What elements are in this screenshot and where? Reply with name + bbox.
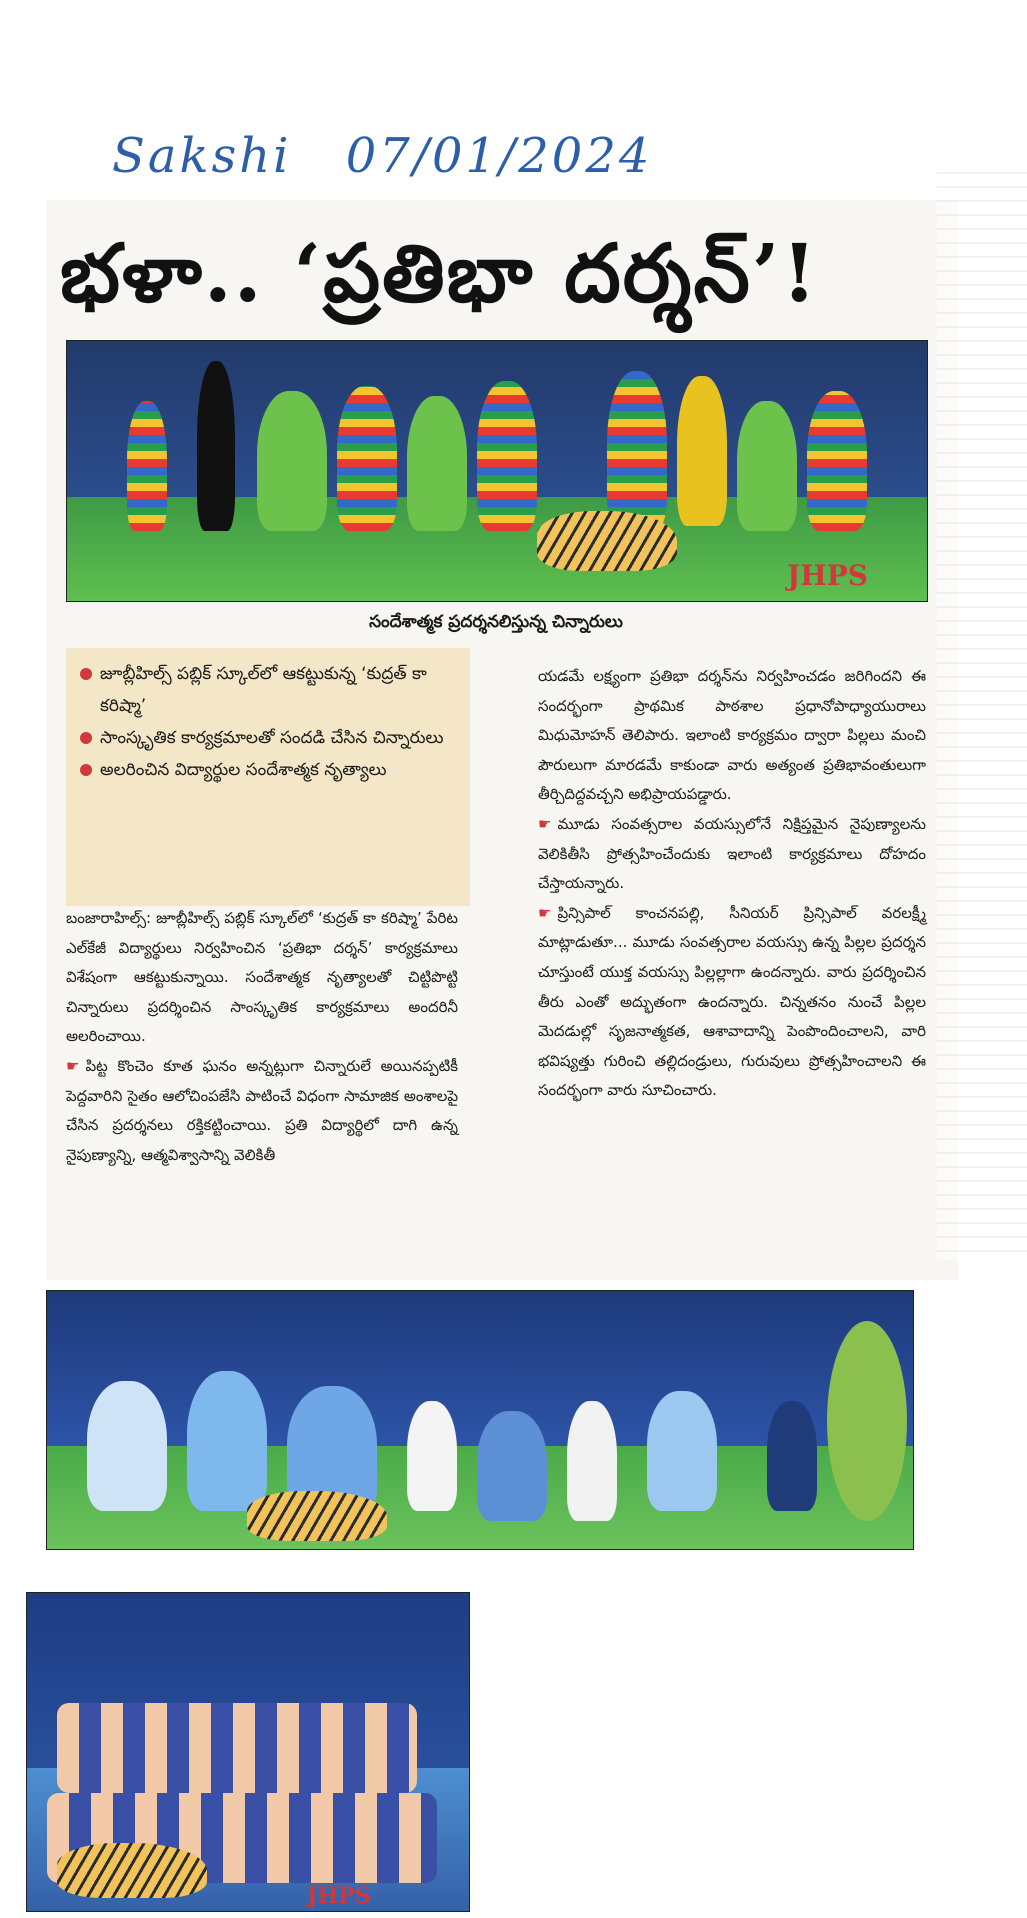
body-paragraph-pointed: ☛ ప్రిన్సిపాల్ కాంచనపల్లి, సీనియర్ ప్రిన్సిపాల్ వరలక్ష్మీ మాట్లాడుతూ... మూడు సంవత్సరాల వయస్సు ఉన్న పిల్లల ప్రదర్శన చూస్తుంటే యుక్త వయస్సు పిల్లల్లాగా ఉందన్నారు. వారు ప్రదర్శించిన తీరు ఎంతో అద్భుతంగా ఉందన్నారు. చిన్నతనం నుంచే పిల్లల మెదడుల్లో సృజనాత్మకత, ఆశావాదాన్ని పెంపొందించాలని, వారి భవిష్యత్తు గురించి తల్లిదండ్రులు, గురువులు ప్రోత్సహించాలని ఈ సందర్భంగా వారు సూచించారు.	[538, 903, 926, 1100]
performance-photo-main	[66, 340, 928, 602]
publication-date: 07/01/2024	[345, 128, 653, 184]
highlights-box	[66, 648, 470, 906]
performance-photo-second	[46, 1290, 914, 1550]
article-body-right	[538, 662, 926, 1106]
body-paragraph-pointed: ☛ పిట్ట కొంచెం కూత ఘనం అన్నట్లుగా చిన్నారులే అయినప్పటికీ పెద్దవారిని సైతం ఆలోచింపజేసి పాటించే విధంగా సామాజిక అంశాలపై చేసిన ప్రదర్శనలు రక్తికట్టించాయి. ప్రతి విద్యార్థిలో దాగి ఉన్న నైపుణ్యాన్ని, ఆత్మవిశ్వాసాన్ని వెలికితీ	[66, 1056, 458, 1164]
adjacent-column-bleed	[937, 160, 1027, 1260]
body-paragraph: యడమే లక్ష్యంగా ప్రతిభా దర్శన్‌ను నిర్వహించడం జరిగిందని ఈ సందర్భంగా ప్రాథమిక పాఠశాల ప్రధానోపాధ్యాయురాలు మిధుమోహన్ తెలిపారు. ఇలాంటి కార్యక్రమం ద్వారా పిల్లలు మంచి పౌరులుగా మారడమే కాకుండా వారు అత్యంత ప్రతిభావంతులుగా తీర్చిదిద్దవచ్చని అభిప్రాయపడ్డారు.	[538, 667, 926, 804]
pointing-hand-icon: ☛	[66, 1056, 80, 1075]
handwritten-source-note	[112, 128, 688, 184]
publication-name: Sakshi	[112, 128, 292, 184]
bullet-icon	[80, 764, 92, 776]
highlight-item: జూబ్లీహిల్స్ పబ్లిక్ స్కూల్‌లో ఆకట్టుకున్న ‘కుద్రత్ కా కరిష్మా’	[80, 658, 456, 722]
photo-caption: సందేశాత్మక ప్రదర్శనలిస్తున్న చిన్నారులు	[369, 612, 623, 632]
body-paragraph-pointed: ☛ మూడు సంవత్సరాల వయస్సులోనే నిక్షిప్తమైన నైపుణ్యాలను వెలికితీసి ప్రోత్సహించేందుకు ఇలాంటి కార్యక్రమాలు దోహదం చేస్తాయన్నారు.	[538, 814, 926, 893]
body-paragraph: బంజారాహిల్స్: జూబ్లీహిల్స్ పబ్లిక్ స్కూల్‌లో ‘కుద్రత్ కా కరిష్మా’ పేరిట ఎల్‌కేజీ విద్యార్థులు నిర్వహించిన ‘ప్రతిభా దర్శన్’ కార్యక్రమాలు విశేషంగా ఆకట్టుకున్నాయి. సందేశాత్మక నృత్యాలతో చిట్టిపొట్టి చిన్నారులు ప్రదర్శించిన సాంస్కృతిక కార్యక్రమాలు అందరినీ అలరించాయి.	[66, 909, 458, 1046]
performance-photo-third	[26, 1592, 470, 1912]
highlight-item: అలరించిన విద్యార్థుల సందేశాత్మక నృత్యాలు	[80, 754, 456, 786]
pointing-hand-icon: ☛	[538, 903, 552, 922]
pointing-hand-icon: ☛	[538, 814, 552, 833]
highlight-item: సాంస్కృతిక కార్యక్రమాలతో సందడి చేసిన చిన్నారులు	[80, 722, 456, 754]
bullet-icon	[80, 668, 92, 680]
bullet-icon	[80, 732, 92, 744]
article-headline: భళా.. ‘ప్రతిభా దర్శన్’!	[60, 226, 819, 320]
stage-sign: JHPS	[307, 1883, 371, 1909]
article-body-left	[66, 904, 458, 1170]
stage-sign: JHPS	[787, 559, 868, 592]
